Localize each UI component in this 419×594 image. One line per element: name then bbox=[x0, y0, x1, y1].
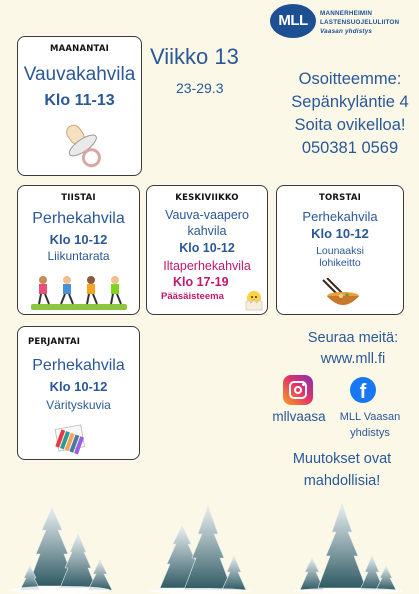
crayons-icon bbox=[54, 423, 88, 455]
thursday-time: Klo 10-12 bbox=[311, 226, 369, 241]
mll-logo bbox=[270, 4, 416, 38]
wednesday-theme: Pääsäisteema bbox=[161, 291, 224, 302]
monday-card bbox=[17, 36, 142, 176]
easter-chick-icon bbox=[242, 288, 266, 312]
address-street: Sepänkyläntie 4 bbox=[291, 93, 409, 111]
friday-note: Värityskuvia bbox=[46, 398, 111, 412]
instagram-handle[interactable]: mllvaasa bbox=[272, 409, 326, 424]
logo-line-3: Vaasan yhdistys bbox=[320, 28, 373, 35]
thursday-title: Perhekahvila bbox=[302, 209, 378, 224]
thursday-note-2: lohikeitto bbox=[319, 257, 361, 269]
wednesday-evening-title: Iltaperhekahvila bbox=[163, 259, 251, 273]
monday-day-label: MAANANTAI bbox=[49, 44, 110, 54]
monday-time: Klo 11-13 bbox=[44, 92, 115, 109]
website-link[interactable]: www.mll.fi bbox=[320, 351, 386, 367]
tuesday-title: Perhekahvila bbox=[32, 210, 125, 227]
facebook-icon[interactable]: f bbox=[350, 377, 376, 403]
tuesday-day-label: TIISTAI bbox=[61, 193, 96, 203]
address-block bbox=[282, 68, 418, 160]
wednesday-day-label: KESKIVIIKKO bbox=[175, 193, 239, 203]
snowy-trees-decoration bbox=[0, 494, 419, 594]
address-phone: 050381 0569 bbox=[301, 139, 399, 157]
tuesday-card bbox=[17, 185, 140, 315]
address-heading: Osoitteemme: bbox=[298, 70, 402, 88]
friday-day-label: PERJANTAI bbox=[28, 337, 81, 347]
follow-us: Seuraa meitä: bbox=[307, 330, 399, 346]
wednesday-title-2: kahvila bbox=[187, 224, 227, 238]
soup-bowl-icon bbox=[317, 278, 363, 312]
thursday-day-label: TORSTAI bbox=[319, 193, 361, 203]
changes-notice bbox=[268, 448, 416, 492]
logo-mark: MLL bbox=[270, 4, 316, 38]
facebook-name-2: yhdistys bbox=[350, 427, 390, 439]
logo-line-2: LASTENSUOJELULIITON bbox=[320, 19, 400, 26]
week-dates: 23-29.3 bbox=[176, 80, 224, 96]
facebook-name-1: MLL Vaasan bbox=[339, 411, 401, 423]
instagram-icon[interactable] bbox=[283, 375, 313, 405]
facebook-name[interactable] bbox=[332, 409, 408, 441]
tuesday-note: Liikuntarata bbox=[47, 249, 110, 263]
wednesday-time: Klo 10-12 bbox=[179, 241, 235, 255]
thursday-card bbox=[276, 185, 404, 315]
changes-line-1: Muutokset ovat bbox=[292, 451, 392, 467]
changes-line-2: mahdollisia! bbox=[303, 473, 381, 489]
address-doorbell: Soita ovikelloa! bbox=[294, 116, 406, 134]
wednesday-title-1: Vauva-vaapero bbox=[165, 208, 249, 222]
pacifier-icon bbox=[54, 121, 110, 171]
tuesday-time: Klo 10-12 bbox=[49, 232, 108, 247]
friday-card bbox=[17, 326, 140, 460]
friday-title: Perhekahvila bbox=[32, 357, 125, 374]
wednesday-card bbox=[146, 185, 268, 315]
wednesday-evening-time: Klo 17-19 bbox=[173, 275, 229, 289]
monday-title: Vauvakahvila bbox=[23, 64, 136, 85]
week-title: Viikko 13 bbox=[150, 44, 239, 69]
thursday-note-1: Lounaaksi bbox=[316, 245, 364, 257]
kids-exercising-icon bbox=[29, 272, 129, 312]
logo-line-1: MANNERHEIMIN bbox=[320, 10, 373, 17]
friday-time: Klo 10-12 bbox=[49, 379, 108, 394]
